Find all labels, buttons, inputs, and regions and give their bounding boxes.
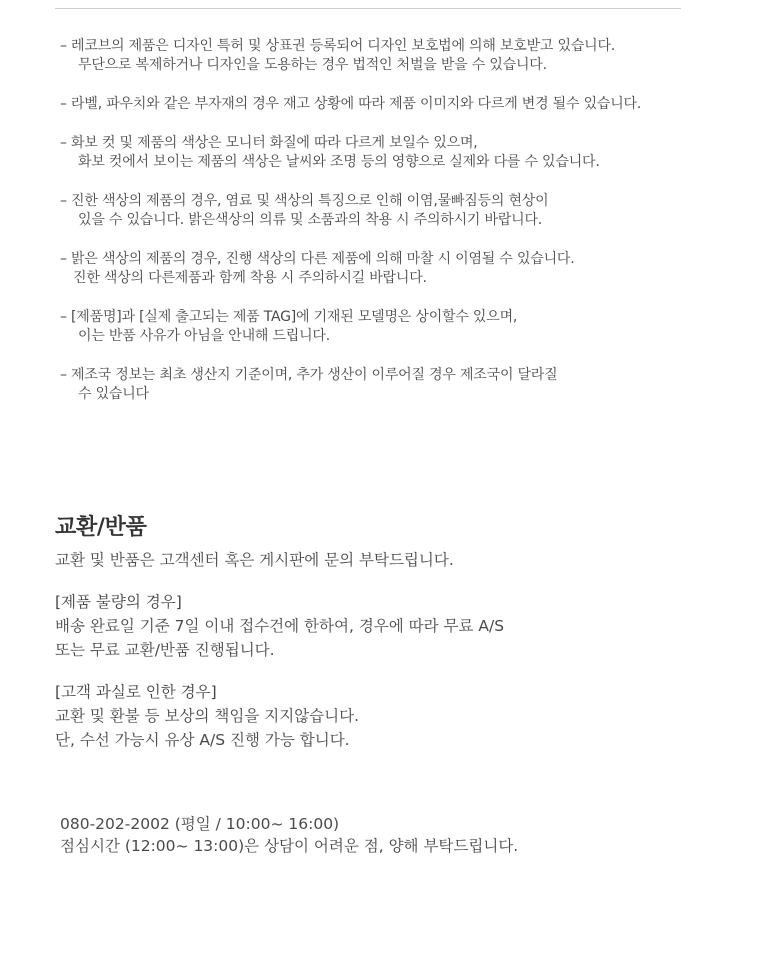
customer-fault-block xyxy=(55,680,755,752)
notice-list xyxy=(60,37,760,424)
lunch-hours-notice: 점심시간 (12:00~ 13:00)은 상담이 어려운 점, 양해 부탁드립니다. xyxy=(60,837,519,855)
notice-line: 화보 컷에서 보이는 제품의 색상은 날씨와 조명 등의 영향으로 실제와 다를 수 있습니다. xyxy=(78,154,600,170)
notice-line: 이는 반품 사유가 아님을 안내해 드립니다. xyxy=(78,328,331,344)
notice-line: 수 있습니다 xyxy=(78,386,149,402)
notice-line: – 화보 컷 및 제품의 색상은 모니터 화질에 따라 다르게 보일수 있으며, xyxy=(60,135,478,151)
section-title: 교환/반품 xyxy=(55,515,147,540)
notice-item-light-color xyxy=(60,250,760,288)
notice-item-origin xyxy=(60,366,760,404)
customer-fault-line: 단, 수선 가능시 유상 A/S 진행 가능 합니다. xyxy=(55,731,350,749)
notice-line: 무단으로 복제하거나 디자인을 도용하는 경우 법적인 처벌을 받을 수 있습니다. xyxy=(78,57,547,73)
notice-item-color-display xyxy=(60,134,760,172)
notice-item-dark-color xyxy=(60,192,760,230)
notice-line: 진한 색상의 다른제품과 함께 착용 시 주의하시길 바랍니다. xyxy=(73,270,427,286)
exchange-return-section xyxy=(55,512,755,752)
top-divider xyxy=(55,8,681,9)
notice-line: – 레코브의 제품은 디자인 특허 및 상표권 등록되어 디자인 보호법에 의해 보호받고 있습니다. xyxy=(60,38,616,54)
customer-fault-line: 교환 및 환불 등 보상의 책임을 지지않습니다. xyxy=(55,707,360,725)
notice-item-model-name xyxy=(60,308,760,346)
phone-hours: 080-202-2002 (평일 / 10:00~ 16:00) xyxy=(60,815,340,833)
defect-case-block xyxy=(55,590,755,662)
notice-line: – [제품명]과 [실제 출고되는 제품 TAG]에 기재된 모델명은 상이할수 있으며, xyxy=(60,309,518,325)
notice-line: – 밝은 색상의 제품의 경우, 진행 색상의 다른 제품에 의해 마찰 시 이염될 수 있습니다. xyxy=(60,251,575,267)
notice-item-accessories xyxy=(60,95,760,114)
contact-info xyxy=(60,813,760,857)
defect-case-heading: [제품 불량의 경우] xyxy=(55,593,182,611)
customer-fault-heading: [고객 과실로 인한 경우] xyxy=(55,683,217,701)
exchange-intro: 교환 및 반품은 고객센터 혹은 게시판에 문의 부탁드립니다. xyxy=(55,551,454,569)
defect-case-line: 배송 완료일 기준 7일 이내 접수건에 한하여, 경우에 따라 무료 A/S xyxy=(55,617,505,635)
defect-case-line: 또는 무료 교환/반품 진행됩니다. xyxy=(55,641,275,659)
notice-line: – 진한 색상의 제품의 경우, 염료 및 색상의 특징으로 인해 이염,물빠짐등의 현상이 xyxy=(60,193,549,209)
notice-line: – 라벨, 파우치와 같은 부자재의 경우 재고 상황에 따라 제품 이미지와 다르게 변경 될수 있습니다. xyxy=(60,96,642,112)
notice-item-design-protection xyxy=(60,37,760,75)
notice-line: – 제조국 정보는 최초 생산지 기준이며, 추가 생산이 이루어질 경우 제조국이 달라질 xyxy=(60,367,558,383)
notice-line: 있을 수 있습니다. 밝은색상의 의류 및 소품과의 착용 시 주의하시기 바랍니다. xyxy=(78,212,543,228)
